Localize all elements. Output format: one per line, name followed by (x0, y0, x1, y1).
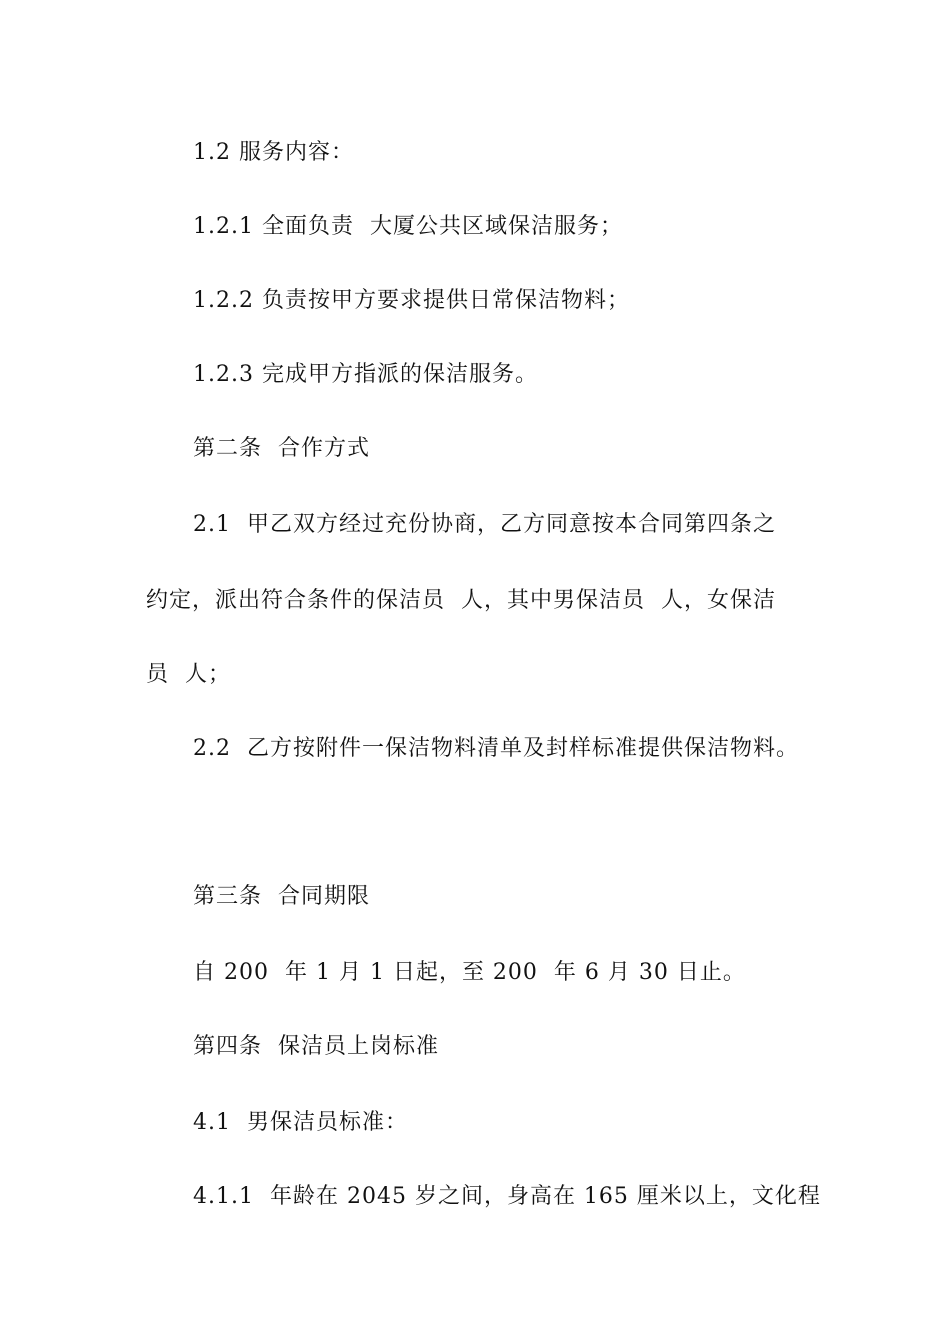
section-1-2-heading: 1.2 服务内容： (193, 140, 354, 165)
clause-1-2-1: 1.2.1 全面负责 大厦公共区域保洁服务； (193, 214, 623, 239)
clause-4-1-1: 4.1.1 年龄在 2045 岁之间，身高在 165 厘米以上，文化程 (193, 1184, 821, 1209)
article-3-heading: 第三条 合同期限 (193, 884, 370, 909)
clause-2-1-line-3: 员 人； (146, 662, 231, 687)
clause-2-1-line-2: 约定，派出符合条件的保洁员 人，其中男保洁员 人，女保洁 (146, 588, 776, 613)
clause-1-2-3: 1.2.3 完成甲方指派的保洁服务。 (193, 362, 538, 387)
clause-2-1-line-1: 2.1 甲乙双方经过充份协商，乙方同意按本合同第四条之 (193, 512, 776, 537)
clause-1-2-2: 1.2.2 负责按甲方要求提供日常保洁物料； (193, 288, 630, 313)
article-4-heading: 第四条 保洁员上岗标准 (193, 1034, 439, 1059)
clause-2-2: 2.2 乙方按附件一保洁物料清单及封样标准提供保洁物料。 (193, 736, 799, 761)
article-2-heading: 第二条 合作方式 (193, 436, 370, 461)
section-4-1-heading: 4.1 男保洁员标准： (193, 1110, 408, 1135)
contract-term-text: 自 200 年 1 月 1 日起，至 200 年 6 月 30 日止。 (193, 960, 746, 985)
